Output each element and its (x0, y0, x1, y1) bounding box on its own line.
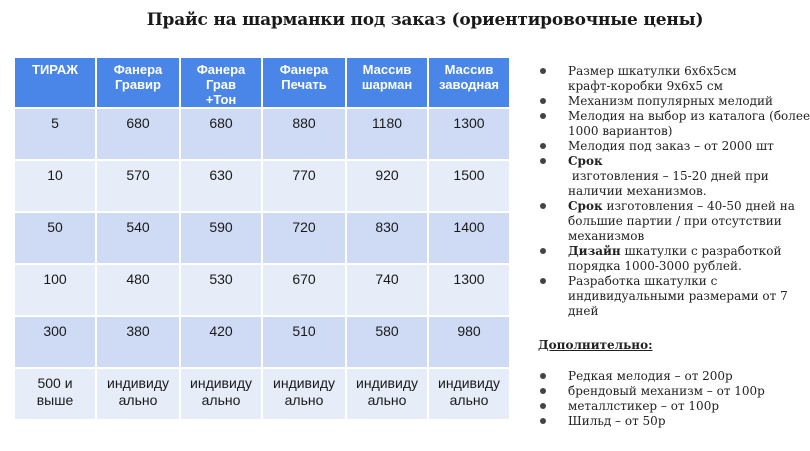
cell-text-line: 630 (209, 167, 233, 183)
cell-text-line: индивиду (107, 375, 169, 391)
price-cell (263, 213, 345, 263)
price-cell (263, 369, 345, 419)
cell-text-line: Печать (281, 77, 327, 92)
extra-item: Редкая мелодия – от 200р (538, 369, 803, 384)
page-title: Прайс на шарманки под заказ (ориентировочные цены) (146, 10, 704, 30)
price-cell (181, 161, 261, 211)
cell-text-line: Фанера (279, 62, 329, 77)
cell-text-line: 720 (292, 219, 316, 235)
price-cell (97, 213, 179, 263)
list-text: 1000 вариантов) (568, 124, 673, 138)
bold-keyword: Срок (568, 154, 603, 168)
price-cell (347, 369, 427, 419)
price-cell (263, 265, 345, 315)
cell-text-line: 880 (292, 115, 316, 131)
list-text: большие партии / при отсутствии (568, 214, 782, 228)
cell-text-line: 380 (126, 323, 150, 339)
cell-text-line: 740 (375, 271, 399, 287)
list-text: изготовления – 15-20 дней при (568, 169, 769, 183)
price-cell (97, 161, 179, 211)
price-cell (181, 213, 261, 263)
cell-text-line: 1300 (453, 115, 485, 131)
cell-text-line: ально (118, 392, 158, 408)
price-cell (347, 109, 427, 159)
cell-text-line: 50 (47, 219, 63, 235)
info-panel (538, 64, 810, 429)
cell-text-line: 540 (126, 219, 150, 235)
cell-text-line: Гравир (115, 77, 161, 92)
cell-text-line: 10 (47, 167, 63, 183)
price-cell (181, 317, 261, 367)
cell-text-line: 830 (375, 219, 399, 235)
cell-text-line: шарман (361, 77, 413, 92)
cell-text-line: индивиду (190, 375, 252, 391)
list-text: изготовления – 40-50 дней на (602, 199, 795, 213)
extras-list (538, 369, 803, 429)
list-text: наличии механизмов. (568, 184, 707, 198)
price-cell (429, 109, 509, 159)
quantity-cell (15, 369, 95, 419)
price-cell (347, 213, 427, 263)
cell-text-line: 770 (292, 167, 316, 183)
cell-text-line: 480 (126, 271, 150, 287)
list-text: Разработка шкатулки с (568, 274, 718, 288)
bold-keyword: Дизайн (568, 244, 621, 258)
cell-text-line: +Тон (205, 92, 237, 107)
bold-keyword: Срок (568, 199, 603, 213)
quantity-cell (15, 213, 95, 263)
cell-text-line: 300 (43, 323, 67, 339)
table-row (15, 369, 509, 419)
extras-heading: Дополнительно: (538, 338, 653, 352)
list-text: дней (568, 304, 599, 318)
cell-text-line: 570 (126, 167, 150, 183)
price-cell (181, 369, 261, 419)
price-cell (347, 265, 427, 315)
cell-text-line: 530 (209, 271, 233, 287)
price-cell (429, 265, 509, 315)
cell-text-line: 680 (209, 115, 233, 131)
list-text: Мелодия под заказ – от 2000 шт (568, 139, 774, 153)
quantity-cell (15, 265, 95, 315)
table-row (15, 109, 509, 159)
price-cell (263, 109, 345, 159)
cell-text-line: ально (449, 392, 489, 408)
cell-text-line: индивиду (273, 375, 335, 391)
cell-text-line: 1180 (371, 115, 403, 131)
cell-text-line: заводная (438, 77, 500, 92)
cell-text-line: Массив (362, 62, 412, 77)
price-cell (429, 161, 509, 211)
cell-text-line: 510 (292, 323, 316, 339)
cell-text-line: 1400 (453, 219, 485, 235)
table-row (15, 265, 509, 315)
price-cell (181, 265, 261, 315)
column-header (15, 58, 95, 107)
cell-text-line: ально (201, 392, 241, 408)
column-header (263, 58, 345, 107)
table-row (15, 213, 509, 263)
list-item (538, 199, 803, 244)
list-item (538, 274, 803, 319)
price-cell (347, 161, 427, 211)
list-text: Механизм популярных мелодий (568, 94, 773, 108)
extra-item: брендовый механизм – от 100р (538, 384, 803, 399)
list-text: механизмов (568, 229, 645, 243)
list-item (538, 154, 803, 199)
cell-text-line: 500 и (37, 375, 73, 391)
cell-text-line: 100 (43, 271, 67, 287)
cell-text-line: Грав (205, 77, 237, 92)
cell-text-line: индивиду (438, 375, 500, 391)
list-item (538, 64, 803, 94)
cell-text-line: 1500 (453, 167, 485, 183)
cell-text-line: индивиду (356, 375, 418, 391)
list-text: Размер шкатулки 6x6x5см (568, 64, 737, 78)
quantity-cell (15, 317, 95, 367)
price-cell (97, 317, 179, 367)
price-cell (181, 109, 261, 159)
price-cell (263, 161, 345, 211)
table-row (15, 161, 509, 211)
price-cell (429, 213, 509, 263)
list-text: Мелодия на выбор из каталога (более (568, 109, 810, 123)
column-header (429, 58, 509, 107)
list-item (538, 244, 803, 274)
table-body (15, 109, 509, 419)
cell-text-line: ально (367, 392, 407, 408)
list-text: шкатулки с разработкой (620, 244, 782, 258)
price-cell (97, 369, 179, 419)
cell-text-line: ально (284, 392, 324, 408)
cell-text-line: 590 (209, 219, 233, 235)
list-item (538, 109, 810, 139)
quantity-cell (15, 161, 95, 211)
list-item (538, 139, 803, 154)
table-row (15, 317, 509, 367)
cell-text-line: выше (36, 392, 74, 408)
table-header-row (15, 58, 509, 107)
cell-text-line: 980 (457, 323, 481, 339)
extra-item: Шильд – от 50р (538, 414, 803, 429)
price-cell (97, 109, 179, 159)
cell-text-line: 680 (126, 115, 150, 131)
column-header (181, 58, 261, 107)
cell-text-line: 420 (209, 323, 233, 339)
price-cell (429, 317, 509, 367)
conditions-list (538, 64, 810, 319)
cell-text-line: Массив (444, 62, 494, 77)
list-text: порядка 1000-3000 рублей. (568, 259, 742, 273)
quantity-cell (15, 109, 95, 159)
price-cell (263, 317, 345, 367)
cell-text-line: Фанера (196, 62, 246, 77)
cell-text-line: 920 (375, 167, 399, 183)
cell-text-line: Фанера (113, 62, 163, 77)
cell-text-line: 670 (292, 271, 316, 287)
price-cell (429, 369, 509, 419)
price-cell (97, 265, 179, 315)
price-table (13, 56, 511, 421)
list-text: крафт-коробки 9x6x5 см (568, 79, 723, 93)
list-text: индивидуальными размерами от 7 (568, 289, 788, 303)
extra-item: металлстикер – от 100р (538, 399, 803, 414)
cell-text-line: ТИРАЖ (32, 62, 78, 77)
cell-text-line: 1300 (453, 271, 485, 287)
list-item (538, 94, 803, 109)
column-header (97, 58, 179, 107)
cell-text-line: 5 (51, 115, 59, 131)
cell-text-line: 580 (375, 323, 399, 339)
column-header (347, 58, 427, 107)
price-cell (347, 317, 427, 367)
